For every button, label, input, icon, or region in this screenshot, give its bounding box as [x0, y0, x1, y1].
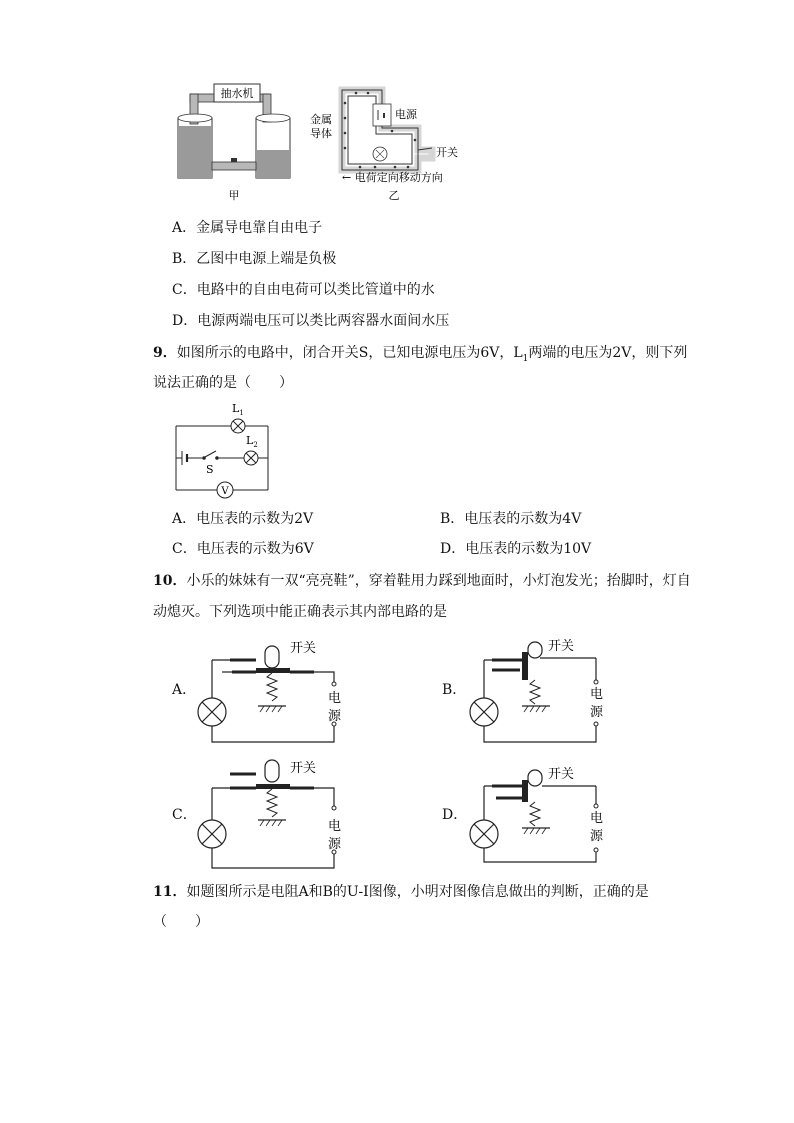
- switch-label: 开关: [548, 639, 575, 654]
- metal-label-1: 金属: [310, 113, 332, 126]
- q10-label-a: A．: [172, 682, 197, 698]
- q9-question-line1: [153, 343, 687, 369]
- q11-number: 11．: [153, 884, 187, 900]
- q8-option-a: A．金属导电靠自由电子: [172, 220, 323, 236]
- power-label-2: 源: [328, 837, 342, 852]
- q10-label-b: B．: [442, 682, 467, 698]
- q9-number: 9．: [153, 345, 177, 361]
- power-label-2: 源: [328, 709, 342, 724]
- power-label: 电源: [395, 108, 417, 121]
- q10-question-line2: 动熄灭。下列选项中能正确表示其内部电路的是: [153, 604, 447, 620]
- q9-text-a: 如图所示的电路中，闭合开关S，已知电源电压为6V，L: [176, 345, 523, 361]
- switch-label: 开关: [436, 146, 458, 159]
- power-label-1: 电: [328, 691, 342, 706]
- fig-a-water-tanks: [178, 84, 290, 202]
- q9-option-c: C．电压表的示数为6V: [172, 541, 314, 557]
- power-label-2: 源: [590, 829, 604, 844]
- q9-text-b: 两端的电压为2V，则下列: [528, 345, 688, 361]
- q8-option-b: B．乙图中电源上端是负极: [172, 251, 337, 267]
- switch-label: 开关: [290, 641, 317, 656]
- power-label-1: 电: [590, 811, 604, 826]
- q10-label-d: D．: [442, 807, 468, 823]
- power-label-1: 电: [590, 687, 604, 702]
- metal-label-2: 导体: [310, 127, 332, 140]
- q11-question-line2: （ ）: [153, 914, 209, 930]
- q8-option-c: C．电路中的自由电荷可以类比管道中的水: [172, 282, 435, 298]
- q11-question-line1: [153, 882, 649, 902]
- q8-option-d: D．电源两端电压可以类比两容器水面间水压: [172, 313, 450, 329]
- q10-label-c: C．: [172, 807, 197, 823]
- fig-a-caption: 甲: [228, 189, 240, 202]
- q9-circuit-diagram: [168, 398, 278, 502]
- pump-label: 抽水机: [220, 87, 254, 100]
- q10-circuit-c: [192, 758, 352, 873]
- power-label-1: 电: [328, 819, 342, 834]
- q9-label-v: V: [221, 486, 229, 497]
- q10-number: 10．: [153, 573, 187, 589]
- charge-direction-label: ← 电荷定向移动方向: [342, 171, 443, 184]
- q8-figure: [170, 78, 470, 203]
- q9-option-b: B．电压表的示数为4V: [440, 511, 582, 527]
- switch-label: 开关: [548, 767, 575, 782]
- q10-circuit-d: [464, 758, 614, 873]
- q9-label-l2: $L_2$: [246, 434, 258, 449]
- switch-label: 开关: [290, 761, 317, 776]
- q11-text-1: 如题图所示是电阻A和B的U-I图像，小明对图像信息做出的判断，正确的是: [186, 884, 649, 900]
- switch-s-icon: [205, 451, 216, 457]
- q9-option-a: A．电压表的示数为2V: [172, 511, 314, 527]
- q10-circuit-b: [464, 636, 614, 748]
- q9-label-s: S: [206, 463, 214, 476]
- fig-b-caption: 乙: [388, 189, 400, 202]
- q9-text-sub: 1: [522, 353, 529, 364]
- q9-question-line2: 说法正确的是（ ）: [153, 375, 293, 391]
- power-label-2: 源: [590, 705, 604, 720]
- q10-text-1: 小乐的妹妹有一双“亮亮鞋”，穿着鞋用力踩到地面时，小灯泡发光；抬脚时，灯自: [186, 573, 691, 589]
- fig-b-circuit: [310, 90, 458, 202]
- q10-circuit-a: [192, 636, 352, 748]
- q9-label-l1: $L_1$: [232, 402, 244, 417]
- q10-question-line1: [153, 571, 691, 591]
- q9-option-d: D．电压表的示数为10V: [440, 541, 592, 557]
